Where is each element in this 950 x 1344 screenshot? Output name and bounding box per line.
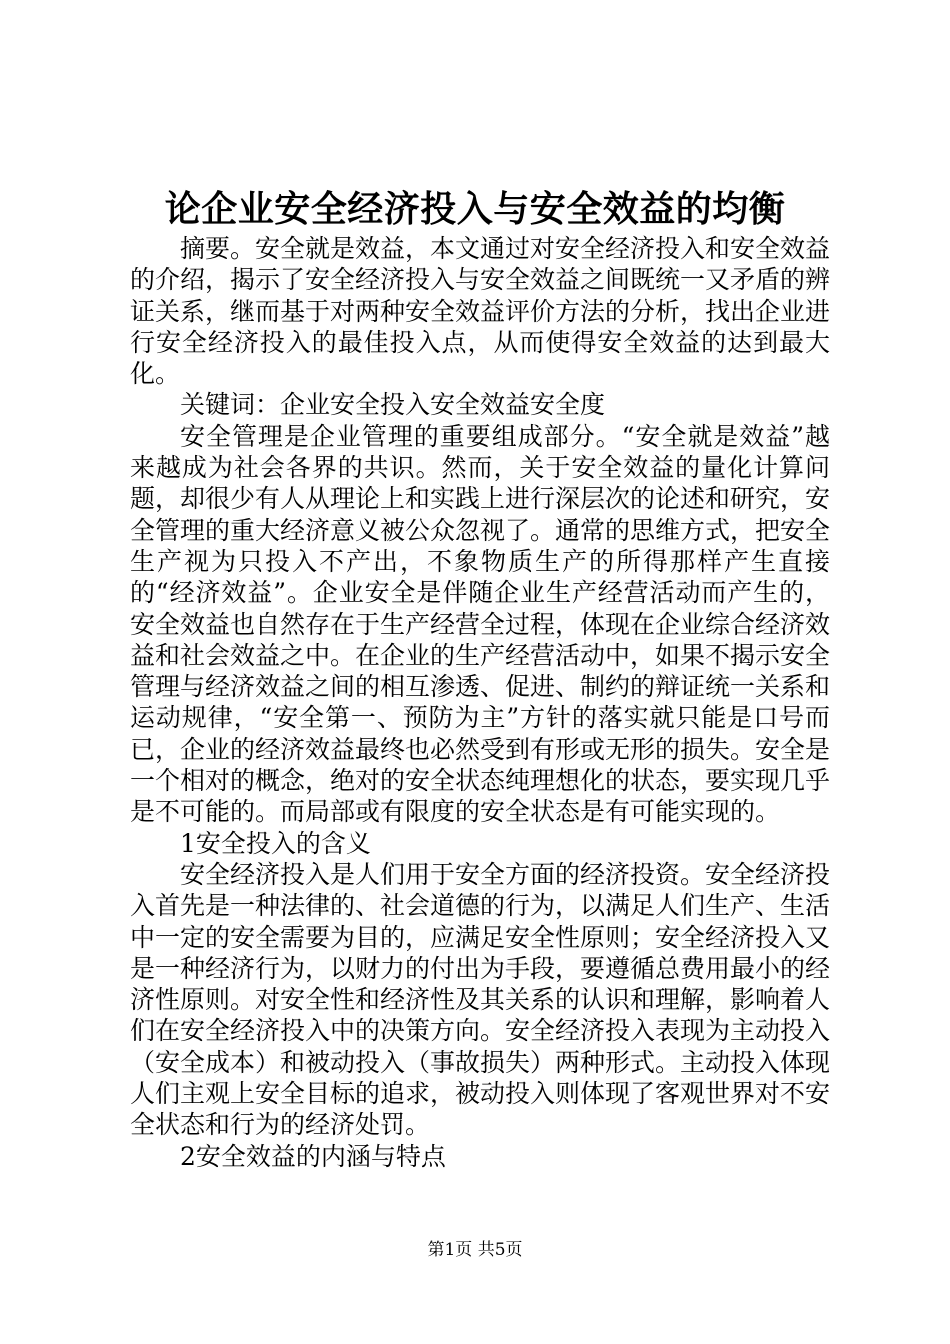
section-heading-1: 1安全投入的含义 (180, 828, 371, 858)
page-footer: 第1页 共5页 (427, 1240, 523, 1260)
section-heading-2: 2安全效益的内涵与特点 (180, 1141, 446, 1171)
document-title: 论企业安全经济投入与安全效益的均衡 (164, 188, 786, 230)
document-body (130, 233, 830, 1172)
keywords-paragraph: 关键词：企业安全投入安全效益安全度 (180, 390, 606, 420)
intro-paragraph: 安全管理是企业管理的重要组成部分。“安全就是效益”越来越成为社会各界的共识。然而，关于安全效益的量化计算问题，却很少有人从理论上和实践上进行深层次的论述和研究，安全管理的重大经济意义被公众忽视了。通常的思维方式，把安全生产视为只投入不产出，不象物质生产的所得那样产生直接的“经济效益”。企业安全是伴随企业生产经营活动而产生的，安全效益也自然存在于生产经营全过程，体现在企业综合经济效益和社会效益之中。在企业的生产经营活动中，如果不揭示安全管理与经济效益之间的相互渗透、促进、制约的辩证统一关系和运动规律，“安全第一、预防为主”方针的落实就只能是口号而已，企业的经济效益最终也必然受到有形或无形的损失。安全是一个相对的概念，绝对的安全状态纯理想化的状态，要实现几乎是不可能的。而局部或有限度的安全状态是有可能实现的。 (130, 421, 831, 827)
section-1-paragraph: 安全经济投入是人们用于安全方面的经济投资。安全经济投入首先是一种法律的、社会道德的行为，以满足人们生产、生活中一定的安全需要为目的，应满足安全性原则；安全经济投入又是一种经济行为，以财力的付出为手段，要遵循总费用最小的经济性原则。对安全性和经济性及其关系的认识和理解，影响着人们在安全经济投入中的决策方向。安全经济投入表现为主动投入（安全成本）和被动投入（事故损失）两种形式。主动投入体现人们主观上安全目标的追求，被动投入则体现了客观世界对不安全状态和行为的经济处罚。 (130, 859, 831, 1140)
abstract-paragraph: 摘要。安全就是效益，本文通过对安全经济投入和安全效益的介绍，揭示了安全经济投入与安全效益之间既统一又矛盾的辨证关系，继而基于对两种安全效益评价方法的分析，找出企业进行安全经济投入的最佳投入点，从而使得安全效益的达到最大化。 (130, 234, 831, 389)
